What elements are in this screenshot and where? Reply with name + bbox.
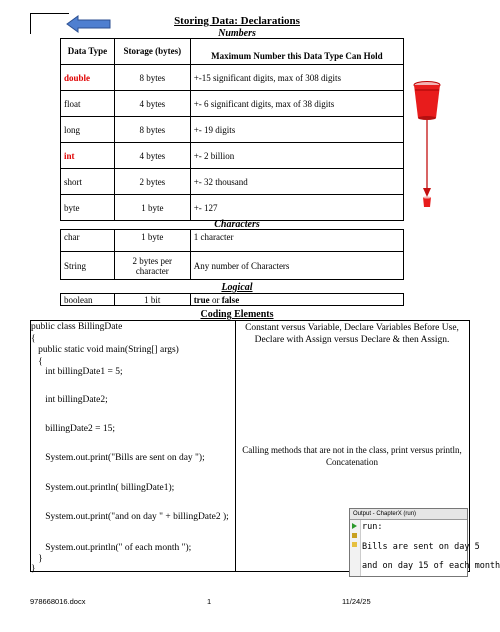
table-row (61, 91, 404, 117)
storage-cell: 4 bytes (114, 91, 190, 117)
code-line: { (31, 357, 43, 367)
characters-table (60, 229, 404, 280)
max-cell: +- 32 thousand (190, 169, 403, 195)
footer-page: 1 (207, 597, 212, 606)
logical-table (60, 293, 404, 306)
code-line: } (31, 564, 36, 574)
false-word: false (221, 294, 240, 305)
type-cell: int (61, 143, 115, 169)
table-row (61, 117, 404, 143)
note-methods: Calling methods that are not in the class, print versus println, Concatenation (242, 445, 462, 467)
type-cell: char (61, 230, 115, 252)
table-row (61, 65, 404, 91)
code-line: System.out.print("Bills are sent on day "); (31, 453, 205, 463)
section-characters: Characters (214, 219, 260, 230)
page-title: Storing Data: Declarations (174, 15, 300, 27)
console-gutter (350, 520, 361, 576)
max-cell: +- 6 significant digits, max of 38 digits (190, 91, 403, 117)
max-cell: +- 2 billion (190, 143, 403, 169)
code-line: System.out.println(" of each month "); (31, 543, 192, 553)
coding-divider (235, 320, 236, 571)
max-cell: +- 127 (190, 195, 403, 221)
console-line: and on day 15 of each month (362, 561, 500, 571)
run-icon (352, 523, 357, 529)
code-line: public static void main(String[] args) (31, 345, 179, 355)
code-line: { (31, 334, 36, 344)
code-line: billingDate2 = 15; (31, 424, 115, 434)
storage-cell: 2 bytes (114, 169, 190, 195)
header-data-type: Data Type (61, 39, 115, 65)
max-cell: +-15 significant digits, max of 308 digits (190, 65, 403, 91)
storage-cell: 2 bytes per character (114, 252, 190, 280)
rerun-icon (352, 542, 357, 547)
table-row (61, 294, 404, 306)
red-cup-icon (412, 80, 442, 120)
section-logical: Logical (221, 282, 253, 293)
header-storage: Storage (bytes) (114, 39, 190, 65)
storage-cell: 1 byte (114, 195, 190, 221)
storage-cell: 8 bytes (114, 117, 190, 143)
type-cell: byte (61, 195, 115, 221)
max-cell: 1 character (190, 230, 403, 252)
true-word: true (193, 294, 210, 305)
section-coding: Coding Elements (200, 309, 274, 320)
note-declarations: Constant versus Variable, Declare Variables Before Use, Declare with Assign versus Declare & then Assign. (245, 323, 459, 345)
type-cell: double (61, 65, 115, 91)
console-line: run: (362, 522, 383, 532)
max-cell: +- 19 digits (190, 117, 403, 143)
code-line: public class BillingDate (31, 322, 123, 332)
storage-cell: 1 bit (114, 294, 190, 306)
type-cell: short (61, 169, 115, 195)
max-cell (190, 294, 403, 306)
small-red-cup-icon (422, 196, 432, 208)
code-line: System.out.println( billingDate1); (31, 483, 175, 493)
table-row (61, 252, 404, 280)
type-cell: String (61, 252, 115, 280)
code-line: System.out.print("and on day " + billingDate2 ); (31, 512, 229, 522)
table-row (61, 230, 404, 252)
type-cell: float (61, 91, 115, 117)
table-row (61, 169, 404, 195)
table-row (61, 195, 404, 221)
or-word: or (209, 294, 222, 305)
stop-icon (352, 533, 357, 538)
table-row (61, 143, 404, 169)
table-header-row (61, 39, 404, 65)
code-line: } (31, 554, 43, 564)
storage-cell: 1 byte (114, 230, 190, 252)
code-line: int billingDate2; (31, 395, 108, 405)
type-cell: boolean (61, 294, 115, 306)
console-line: Bills are sent on day 5 (362, 542, 480, 552)
header-max: Maximum Number this Data Type Can Hold (190, 39, 403, 65)
type-cell: long (61, 117, 115, 143)
footer-filename: 978668016.docx (30, 597, 86, 606)
console-tab[interactable]: Output - ChapterX (run) (350, 509, 467, 520)
footer-date: 11/24/25 (342, 597, 371, 606)
code-line: int billingDate1 = 5; (31, 367, 123, 377)
max-cell: Any number of Characters (190, 252, 403, 280)
console-output (349, 508, 500, 577)
storage-cell: 8 bytes (114, 65, 190, 91)
numbers-table (60, 38, 404, 221)
storage-cell: 4 bytes (114, 143, 190, 169)
down-arrow-icon (420, 118, 434, 198)
section-numbers: Numbers (218, 28, 256, 39)
